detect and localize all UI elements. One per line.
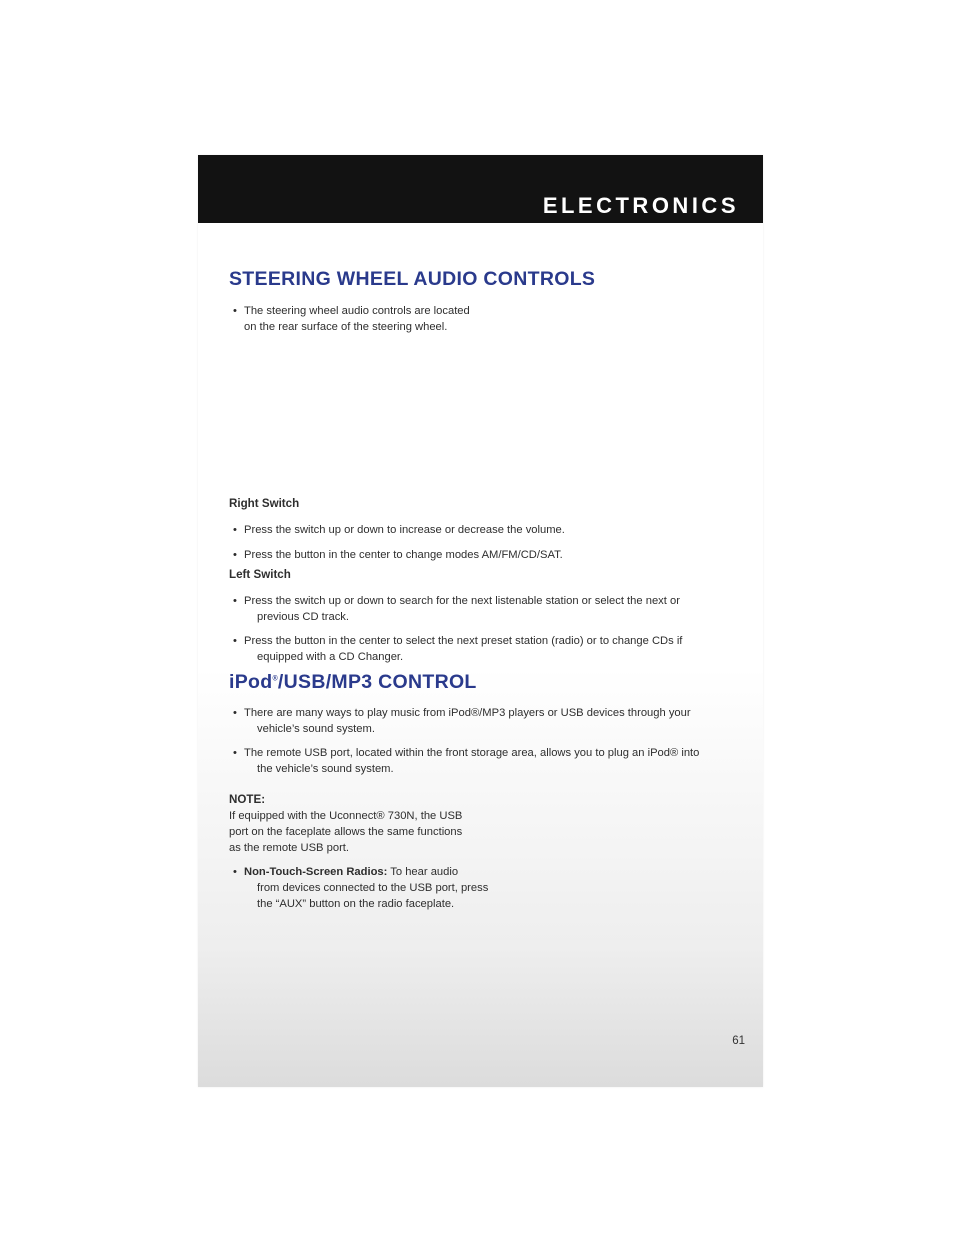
- ipod-heading: [229, 671, 477, 694]
- nts-line-1: [244, 864, 458, 880]
- section-title: ELECTRONICS: [542, 193, 739, 218]
- ipod-bullet-1-line-2: vehicle’s sound system.: [257, 723, 375, 735]
- bullet-icon: •: [233, 305, 237, 317]
- left-bullet-2-line-2: equipped with a CD Changer.: [257, 651, 404, 663]
- right-switch-label: Right Switch: [229, 497, 300, 510]
- ipod-heading-part1: iPod: [229, 671, 273, 693]
- bullet-icon: •: [233, 707, 237, 719]
- intro-line-2: on the rear surface of the steering wheel.: [244, 321, 448, 333]
- ipod-bullet-2-line-2: the vehicle’s sound system.: [257, 763, 394, 775]
- bullet-icon: •: [233, 595, 237, 607]
- header-bar: [198, 155, 763, 223]
- right-bullet-2: Press the button in the center to change modes AM/FM/CD/SAT.: [244, 549, 563, 561]
- note-line-2: port on the faceplate allows the same functions: [229, 826, 463, 838]
- bullet-icon: •: [233, 635, 237, 647]
- note-line-1: If equipped with the Uconnect® 730N, the USB: [229, 810, 463, 822]
- manual-page: [198, 155, 763, 1087]
- left-bullet-2-line-1: Press the button in the center to select the next preset station (radio) or to change CDs if: [244, 635, 683, 647]
- intro-line-1: The steering wheel audio controls are located: [244, 305, 470, 317]
- ipod-bullet-2-line-1: The remote USB port, located within the front storage area, allows you to plug an iPod® into: [244, 747, 700, 759]
- ipod-bullet-1-line-1: There are many ways to play music from iPod®/MP3 players or USB devices through your: [244, 707, 691, 719]
- nts-line-3: the “AUX” button on the radio faceplate.: [257, 898, 455, 910]
- registered-mark: ®: [272, 675, 278, 683]
- nts-text-1: To hear audio: [390, 866, 459, 878]
- bullet-icon: •: [233, 866, 237, 878]
- bullet-icon: •: [233, 524, 237, 536]
- bullet-icon: •: [233, 747, 237, 759]
- page-number: 61: [732, 1035, 745, 1047]
- left-bullet-1-line-2: previous CD track.: [257, 611, 350, 623]
- right-bullet-1: Press the switch up or down to increase or decrease the volume.: [244, 524, 565, 536]
- steering-heading: STEERING WHEEL AUDIO CONTROLS: [229, 268, 596, 290]
- note-label: NOTE:: [229, 793, 266, 806]
- ipod-heading-part2: /USB/MP3 CONTROL: [277, 671, 477, 693]
- left-switch-label: Left Switch: [229, 568, 291, 581]
- nts-label: Non-Touch-Screen Radios:: [244, 866, 388, 878]
- left-bullet-1-line-1: Press the switch up or down to search for the next listenable station or select the next or: [244, 595, 680, 607]
- bullet-icon: •: [233, 549, 237, 561]
- note-line-3: as the remote USB port.: [229, 842, 350, 854]
- image-placeholder: [229, 345, 729, 485]
- nts-line-2: from devices connected to the USB port, press: [257, 882, 489, 894]
